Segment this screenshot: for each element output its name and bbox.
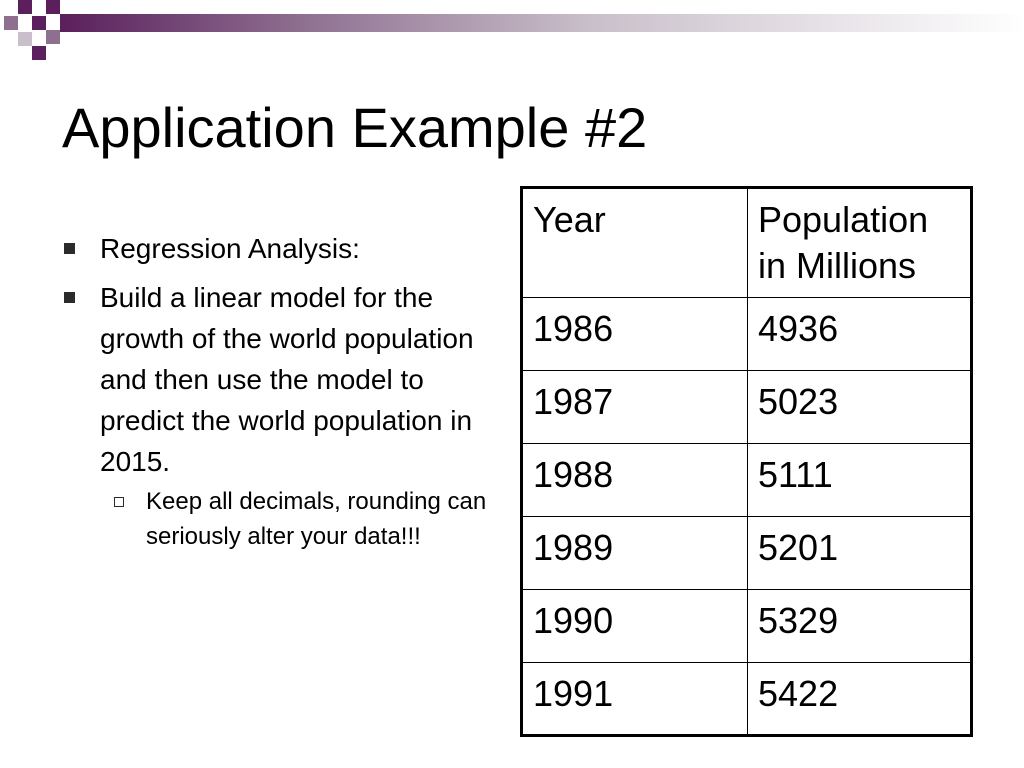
table-cell-year: 1988 (522, 444, 748, 517)
bullet-item (62, 277, 502, 482)
table-cell-population: 5329 (748, 590, 972, 663)
header-decoration (0, 0, 1024, 60)
bullet-text: Build a linear model for the growth of the world population and then use the model to predict the world population in 2015. (100, 282, 474, 477)
table-cell-year: 1989 (522, 517, 748, 590)
table-cell-year: 1986 (522, 298, 748, 371)
table-cell-population: 5023 (748, 371, 972, 444)
bullet-list (62, 228, 502, 554)
decor-square (46, 0, 60, 14)
square-bullet-icon (64, 243, 75, 254)
decor-square (18, 0, 32, 14)
table-cell-population: 5111 (748, 444, 972, 517)
table-row (522, 517, 972, 590)
bullet-text: Regression Analysis: (100, 233, 360, 264)
sub-bullet-item (62, 484, 502, 554)
sub-bullet-text: Keep all decimals, rounding can seriously alter your data!!! (146, 488, 487, 550)
table-row (522, 371, 972, 444)
table-cell-population: 5201 (748, 517, 972, 590)
decor-square (32, 46, 46, 60)
table-row (522, 663, 972, 736)
bullet-item (62, 228, 502, 269)
table-header-row (522, 188, 972, 298)
header-gradient-bar (60, 14, 1024, 32)
table-cell-year: 1991 (522, 663, 748, 736)
table-cell-population: 4936 (748, 298, 972, 371)
square-bullet-icon (64, 292, 75, 303)
table-header-population: Population in Millions (748, 188, 972, 298)
table-cell-year: 1987 (522, 371, 748, 444)
table-header-year: Year (522, 188, 748, 298)
table-row (522, 590, 972, 663)
population-table (520, 186, 973, 737)
decor-square (32, 16, 46, 30)
slide-title: Application Example #2 (62, 96, 648, 159)
decor-square (18, 32, 32, 46)
hollow-square-bullet-icon (114, 497, 124, 507)
table-cell-year: 1990 (522, 590, 748, 663)
table-row (522, 298, 972, 371)
decor-square (46, 30, 60, 44)
table-cell-population: 5422 (748, 663, 972, 736)
table-row (522, 444, 972, 517)
decor-square (4, 16, 18, 30)
